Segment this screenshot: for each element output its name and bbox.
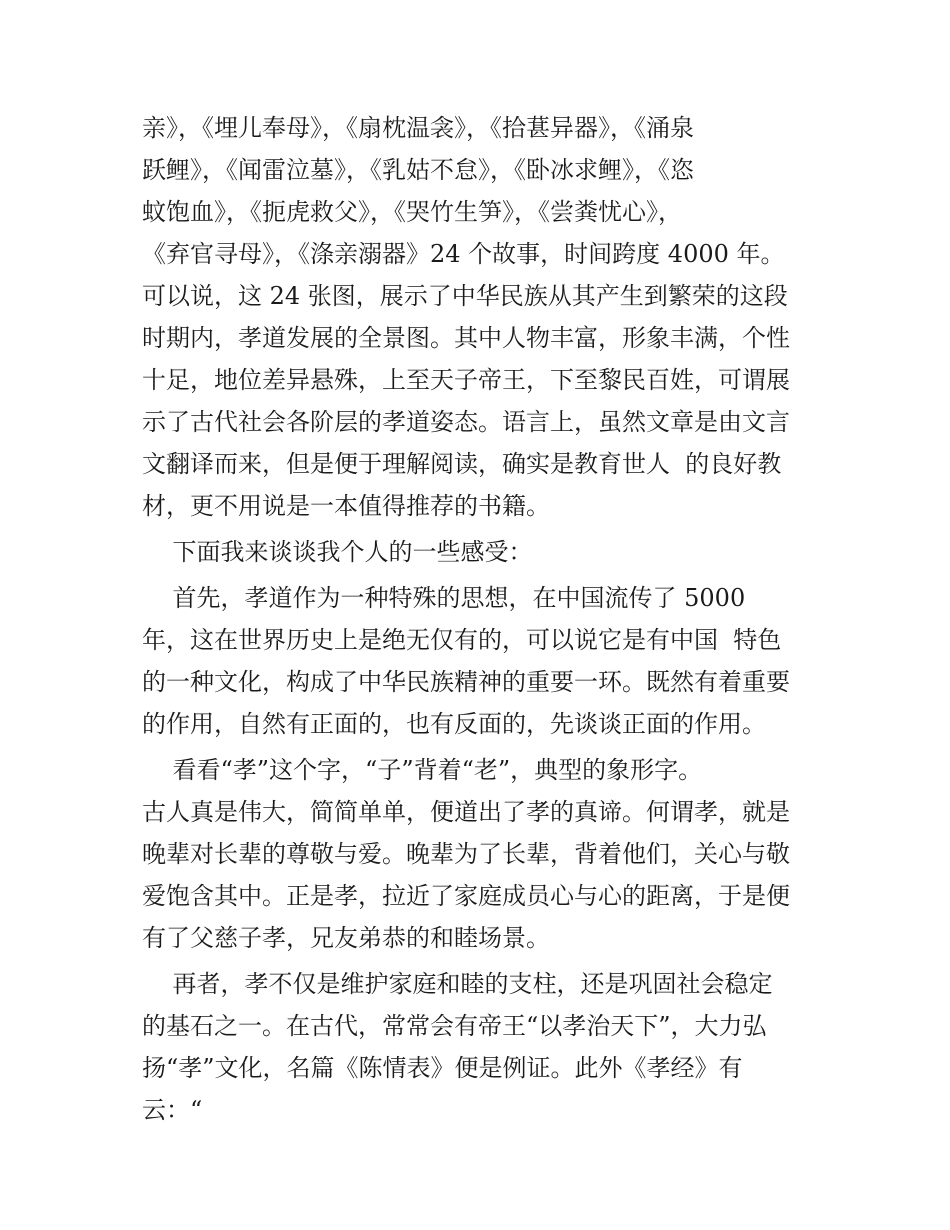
text-line: 材，更不用说是一本值得推荐的书籍。 <box>142 492 550 520</box>
text-line: 首先，孝道作为一种特殊的思想，在中国流传了 5000 <box>142 584 746 612</box>
text-line: 可以说，这 24 张图，展示了中华民族从其产生到繁荣的这段 <box>142 282 788 310</box>
text-line: 《弃官寻母》，《涤亲溺器》24 个故事，时间跨度 4000 年。 <box>142 240 785 268</box>
text-line: 的基石之一。在古代，常常会有帝王“以孝治天下”，大力弘 <box>142 1012 767 1040</box>
body-text <box>142 107 822 1131</box>
text-line: 晚辈对长辈的尊敬与爱。晚辈为了长辈，背着他们，关心与敬 <box>142 840 790 868</box>
text-line: 亲》，《埋儿奉母》，《扇枕温衾》，《拾葚异器》，《涌泉 <box>142 114 694 142</box>
text-line: 年，这在世界历史上是绝无仅有的，可以说它是有中国 特色 <box>142 626 782 654</box>
text-line: 再者，孝不仅是维护家庭和睦的支柱，还是巩固社会稳定 <box>142 970 773 998</box>
text-line: 古人真是伟大，简简单单，便道出了孝的真谛。何谓孝，就是 <box>142 798 790 826</box>
text-line: 下面我来谈谈我个人的一些感受： <box>142 538 533 566</box>
text-line: 文翻译而来，但是便于理解阅读，确实是教育世人 的良好教 <box>142 450 782 478</box>
text-line: 看看“孝”这个字，“子”背着“老”，典型的象形字。 <box>142 756 703 784</box>
text-line: 时期内，孝道发展的全景图。其中人物丰富，形象丰满，个性 <box>142 324 790 352</box>
text-line: 十足，地位差异悬殊，上至天子帝王，下至黎民百姓，可谓展 <box>142 366 790 394</box>
text-line: 扬“孝”文化，名篇《陈情表》便是例证。此外《孝经》有 <box>142 1054 743 1082</box>
text-line: 跃鲤》，《闻雷泣墓》，《乳姑不怠》，《卧冰求鲤》，《恣 <box>142 156 694 184</box>
text-line: 云：“ <box>142 1096 203 1124</box>
text-line: 爱饱含其中。正是孝，拉近了家庭成员心与心的距离，于是便 <box>142 882 790 910</box>
text-line: 蚊饱血》，《扼虎救父》，《哭竹生笋》，《尝粪忧心》， <box>142 198 682 226</box>
text-line: 的作用，自然有正面的，也有反面的，先谈谈正面的作用。 <box>142 710 766 738</box>
text-line: 的一种文化，构成了中华民族精神的重要一环。既然有着重要 <box>142 668 790 696</box>
text-line: 示了古代社会各阶层的孝道姿态。语言上，虽然文章是由文言 <box>142 408 790 436</box>
text-line: 有了父慈子孝，兄友弟恭的和睦场景。 <box>142 924 550 952</box>
